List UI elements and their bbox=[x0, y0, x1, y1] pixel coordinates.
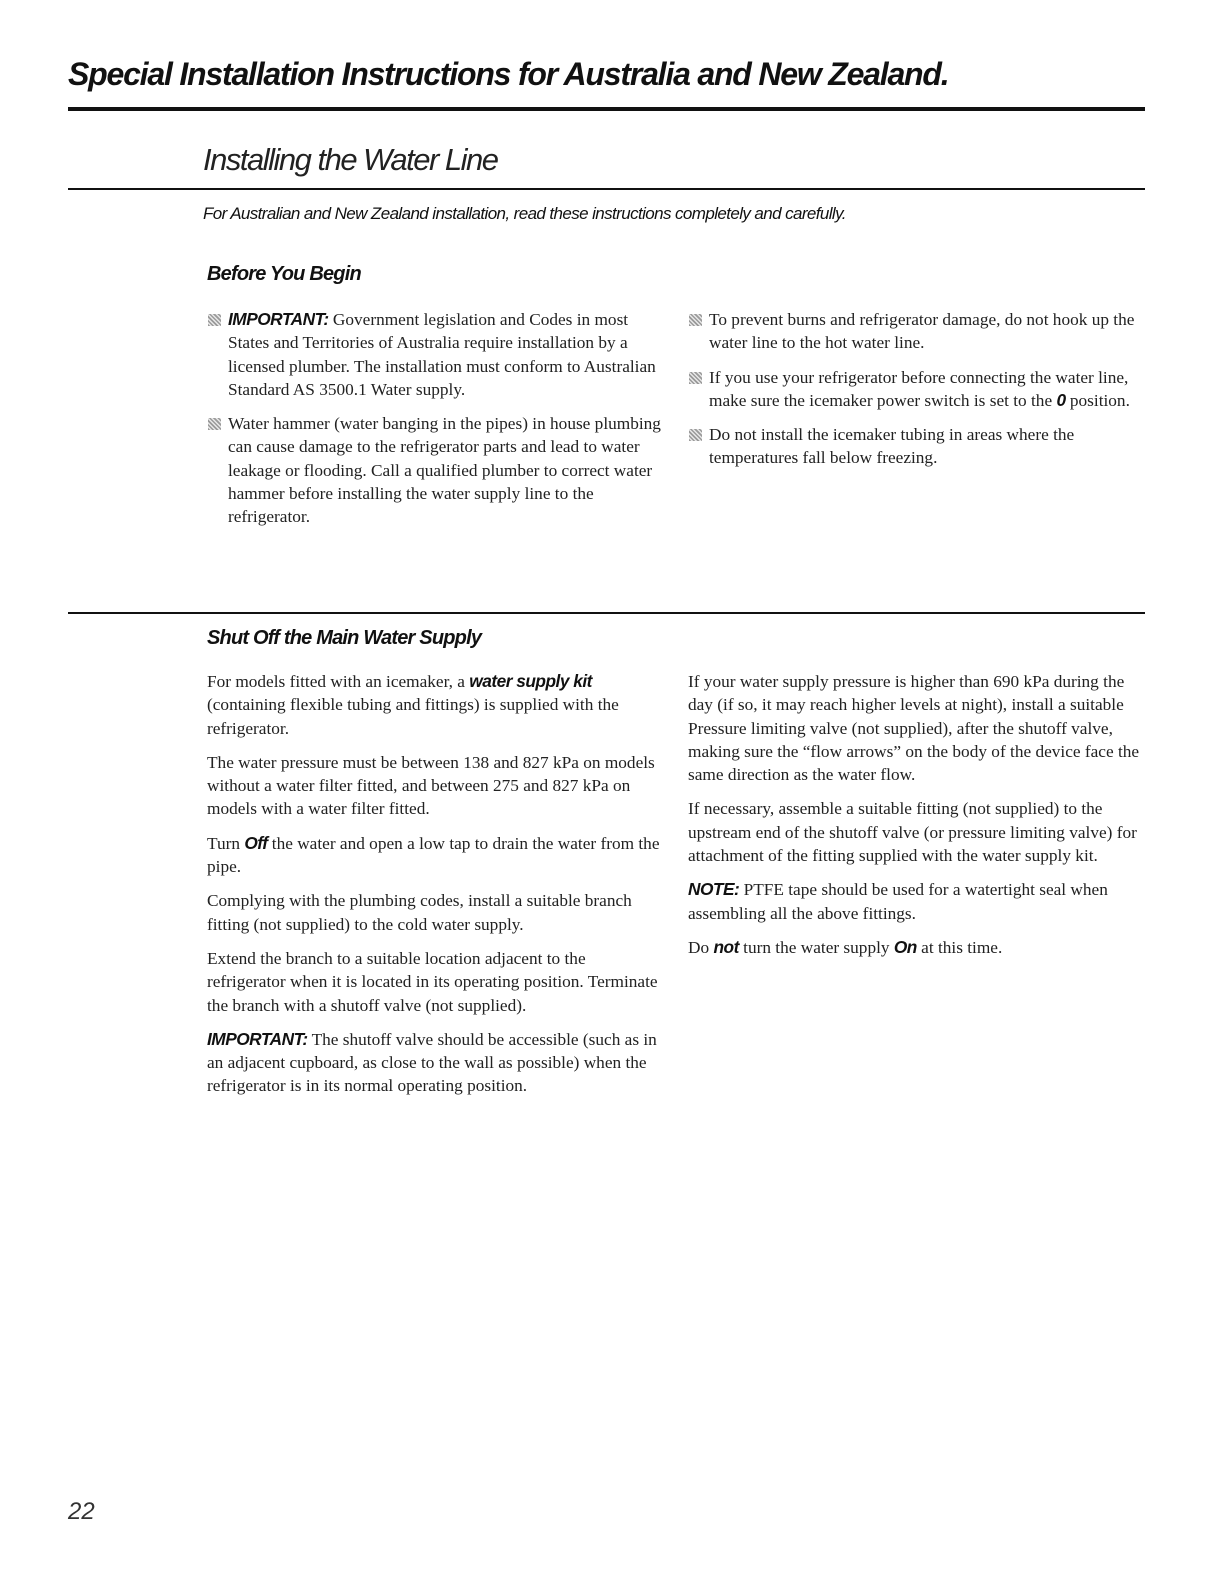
shutoff-column-right bbox=[688, 670, 1148, 970]
section-rule bbox=[68, 188, 1145, 190]
note-label: NOTE: bbox=[688, 879, 740, 900]
paragraph bbox=[207, 832, 667, 879]
text: at this time. bbox=[916, 937, 1003, 957]
shut-off-heading: Shut Off the Main Water Supply bbox=[207, 627, 482, 649]
bullet-text: position. bbox=[1065, 390, 1130, 410]
water-supply-kit-label: water supply kit bbox=[469, 671, 592, 691]
bullet-icon bbox=[208, 314, 221, 326]
not-label: not bbox=[713, 936, 739, 957]
important-label: IMPORTANT: bbox=[228, 309, 329, 329]
bullet-text: To prevent burns and refrigerator damage, do not hook up the water line to the hot water line. bbox=[709, 310, 1135, 353]
text: (containing flexible tubing and fittings) is supplied with the refrigerator. bbox=[207, 695, 619, 738]
bullet-text: Water hammer (water banging in the pipes) in house plumbing can cause damage to the refrigerator parts and lead to water leakage or flooding. Call a qualified plumber to correct water hammer before installing the water supply line to the refrigerator. bbox=[228, 414, 661, 527]
bullet-legislation bbox=[207, 308, 662, 401]
bullet-icon bbox=[689, 314, 702, 326]
text: Do bbox=[688, 937, 714, 957]
paragraph: If necessary, assemble a suitable fitting (not supplied) to the upstream end of the shutoff valve (or pressure limiting valve) for attachment of the fitting supplied with the water supply kit. bbox=[688, 799, 1137, 866]
bullet-text: If you use your refrigerator before connecting the water line, make sure the icemaker power switch is set to the bbox=[709, 367, 1129, 410]
intro-text: For Australian and New Zealand installation, read these instructions completely and carefully. bbox=[203, 204, 846, 223]
bullet-icon bbox=[208, 418, 221, 430]
bullet-icon bbox=[689, 372, 702, 384]
text: For models fitted with an icemaker, a bbox=[207, 672, 470, 691]
important-label: IMPORTANT: bbox=[207, 1028, 308, 1049]
section-divider bbox=[68, 612, 1145, 614]
section-title: Installing the Water Line bbox=[203, 142, 498, 177]
paragraph: Extend the branch to a suitable location adjacent to the refrigerator when it is located in its operating position. Terminate the branch with a shutoff valve (not supplied). bbox=[207, 948, 658, 1015]
before-you-begin-heading: Before You Begin bbox=[207, 263, 361, 285]
bullet-icon bbox=[689, 429, 702, 441]
bullet-text: Do not install the icemaker tubing in areas where the temperatures fall below freezing. bbox=[709, 425, 1075, 468]
page-number: 22 bbox=[68, 1498, 95, 1525]
shutoff-column-left bbox=[207, 670, 667, 1109]
text: Turn bbox=[207, 833, 245, 853]
on-label: On bbox=[893, 936, 917, 957]
paragraph: If your water supply pressure is higher than 690 kPa during the day (if so, it may reach higher levels at night), install a suitable Pressure limiting valve (not supplied), after the shutoff valve, making sure the “flow arrows” on the body of the device face the same direction as the water flow. bbox=[688, 672, 1140, 785]
page-title: Special Installation Instructions for Australia and New Zealand. bbox=[68, 56, 949, 92]
bullet-water-hammer bbox=[207, 412, 662, 528]
bullet-power-switch bbox=[688, 366, 1148, 413]
text: turn the water supply bbox=[738, 937, 894, 957]
paragraph bbox=[207, 670, 667, 740]
bullet-hot-water bbox=[688, 308, 1148, 355]
bullet-text: Government legislation and Codes in most States and Territories of Australia require installation by a licensed plumber. The installation must conform to Australian Standard AS 3500.1 Water supply. bbox=[228, 310, 656, 399]
off-label: Off bbox=[244, 832, 268, 853]
paragraph: Complying with the plumbing codes, install a suitable branch fitting (not supplied) to the cold water supply. bbox=[207, 891, 632, 934]
bullet-freezing bbox=[688, 423, 1148, 470]
before-column-left bbox=[207, 308, 662, 540]
text: PTFE tape should be used for a watertight seal when assembling all the above fittings. bbox=[688, 880, 1108, 923]
text: The shutoff valve should be accessible (such as in an adjacent cupboard, as close to the wall as possible) when the refrigerator is in its normal operating position. bbox=[207, 1029, 657, 1096]
paragraph bbox=[688, 936, 1148, 959]
paragraph bbox=[688, 878, 1148, 925]
text: the water and open a low tap to drain the water from the pipe. bbox=[207, 833, 660, 877]
zero-position: 0 bbox=[1056, 389, 1066, 410]
title-rule bbox=[68, 107, 1145, 111]
before-column-right bbox=[688, 308, 1148, 481]
paragraph: The water pressure must be between 138 and 827 kPa on models without a water filter fitted, and between 275 and 827 kPa on models with a water filter fitted. bbox=[207, 752, 655, 819]
paragraph bbox=[207, 1028, 667, 1098]
